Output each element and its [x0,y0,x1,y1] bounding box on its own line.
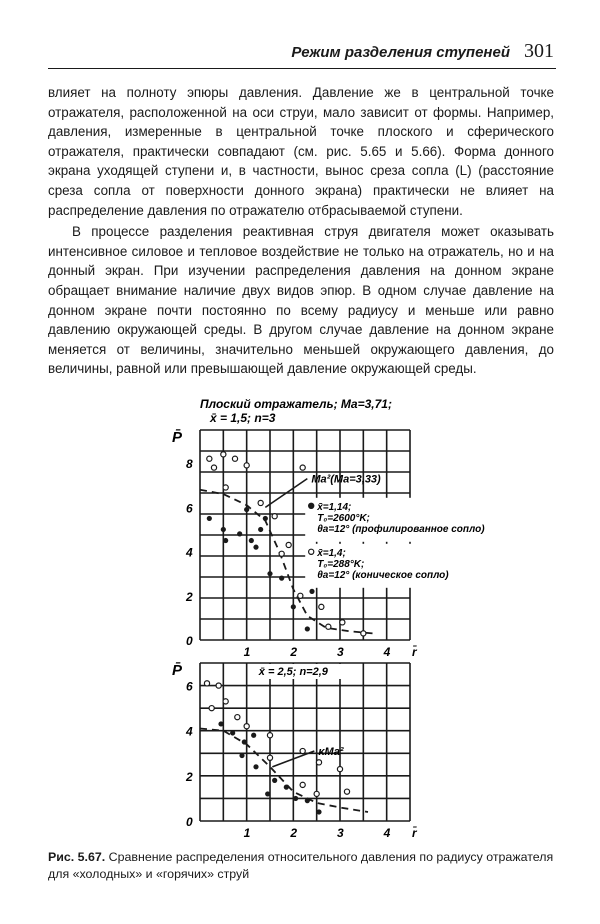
open-data-point [314,791,319,796]
open-data-point [298,593,303,598]
figure-caption [48,849,554,883]
filled-data-point [258,527,263,532]
figure-title-line1: Плоский отражатель; Ma=3,71; [200,397,392,411]
y-tick-label: 2 [186,769,193,784]
filled-data-point [253,764,258,769]
open-data-point [244,463,249,468]
paragraph-1: влияет на полноту эпюры давления. Давление же в центральной точке отражателя, расположенной на оси струи, мало зависит от формы. Например, давления, измеренные в центральной точке плоского и сферического отражателя, практически совпадают (см. рис. 5.65 и 5.66). Форма донного экрана уходящей ступени и, в частности, вынос среза сопла (L) (расстояние среза сопла от поверхности донного экрана) практически не влияет на распределение давления по отражателю отбрасываемой ступени. [48,85,554,218]
y-tick-label: 8 [186,457,193,472]
open-data-point [258,500,263,505]
open-data-point [300,748,305,753]
open-data-point [319,604,324,609]
filled-data-point [223,538,228,543]
x-tick-label: 2 [290,826,298,840]
y-tick-label: 0 [186,815,193,829]
filled-data-point [251,733,256,738]
open-data-point [344,789,349,794]
filled-data-point [316,809,321,814]
filled-data-point [230,730,235,735]
open-data-point [204,681,209,686]
filled-data-point [265,791,270,796]
x-tick-label: 3 [337,826,344,840]
legend-entry: x̄=1,14; T₀=2600°K; θa=12° (профилированное сопло) [317,501,485,535]
filled-data-point [244,507,249,512]
legend-entry: x̄=1,4; T₀=288°K; θa=12° (коническое сопло) [317,547,449,581]
y-axis-label: P̄ [172,429,183,446]
open-data-point [326,624,331,629]
running-header [48,40,556,66]
open-data-point [223,699,228,704]
page-number: 301 [524,40,554,62]
filled-data-point [242,739,247,744]
header-rule [48,68,556,69]
x-tick-label: 3 [337,645,344,659]
reference-line-label: Ma²(Ma=3,33) [311,473,381,486]
legend-marker [309,503,314,508]
filled-data-point [284,785,289,790]
open-data-point [207,456,212,461]
figure-svg [160,388,485,848]
open-data-point [267,755,272,760]
filled-data-point [239,753,244,758]
filled-data-point [249,538,254,543]
x-axis-label: r̄ [412,826,417,840]
y-tick-label: 2 [186,589,193,604]
open-data-point [244,724,249,729]
open-data-point [221,452,226,457]
x-tick-label: 2 [290,645,298,659]
open-data-point [267,733,272,738]
filled-data-point [272,778,277,783]
top-chart [172,428,485,659]
open-data-point [340,620,345,625]
filled-data-point [218,721,223,726]
filled-data-point [237,531,242,536]
open-data-point [361,631,366,636]
filled-data-point [305,798,310,803]
x-tick-label: 4 [383,826,391,840]
filled-data-point [305,626,310,631]
open-data-point [209,706,214,711]
filled-data-point [263,516,268,521]
filled-data-point [267,571,272,576]
filled-data-point [291,604,296,609]
chart-annotation: x̄ = 2,5; n=2,9 [258,666,328,678]
reference-line-label: κMa² [318,746,344,759]
figure-5-67 [160,388,485,848]
filled-data-point [221,527,226,532]
y-tick-label: 0 [186,634,193,648]
paragraph-2: В процессе разделения реактивная струя двигателя может оказывать интенсивное силовое и тепловое воздействие не только на отражатель, но и на донный экран. При изучении распределения давления на донном экране обращает внимание наличие двух видов эпюр. В одном случае давление на донном экране почти постоянно по всему радиусу и меньше или равно давлению окружающей среды. В другом случае давление на донном экране меняется от величины, значительно меньшей окружающего давления, до величины, равной или превышающей давление окружающей среды. [48,224,554,377]
y-axis-label: P̄ [172,662,183,679]
x-tick-label: 1 [243,645,251,659]
open-data-point [232,456,237,461]
caption-label: Рис. 5.67. [48,850,106,864]
open-data-point [286,542,291,547]
x-tick-label: 1 [243,826,251,840]
running-title: Режим разделения ступеней [291,44,510,61]
open-data-point [316,760,321,765]
filled-data-point [207,516,212,521]
filled-data-point [293,796,298,801]
open-data-point [300,782,305,787]
x-axis-label: r̄ [412,645,417,659]
filled-data-point [253,545,258,550]
caption-text: Сравнение распределения относительного давления по радиусу отражателя для «холодных» и «горячих» струй [48,850,554,881]
legend-marker [309,549,314,554]
figure-title-line2: x̄ = 1,5; n=3 [210,411,276,425]
open-data-point [272,514,277,519]
open-data-point [216,683,221,688]
x-tick-label: 4 [383,645,391,659]
y-tick-label: 6 [186,679,193,694]
open-data-point [337,766,342,771]
open-data-point [211,465,216,470]
y-tick-label: 6 [186,501,193,516]
filled-data-point [309,589,314,594]
bottom-chart [172,661,418,840]
body-text [48,83,554,379]
open-data-point [223,485,228,490]
y-tick-label: 4 [186,545,193,560]
open-data-point [300,465,305,470]
filled-data-point [279,576,284,581]
open-data-point [235,715,240,720]
open-data-point [279,551,284,556]
y-tick-label: 4 [186,724,193,739]
